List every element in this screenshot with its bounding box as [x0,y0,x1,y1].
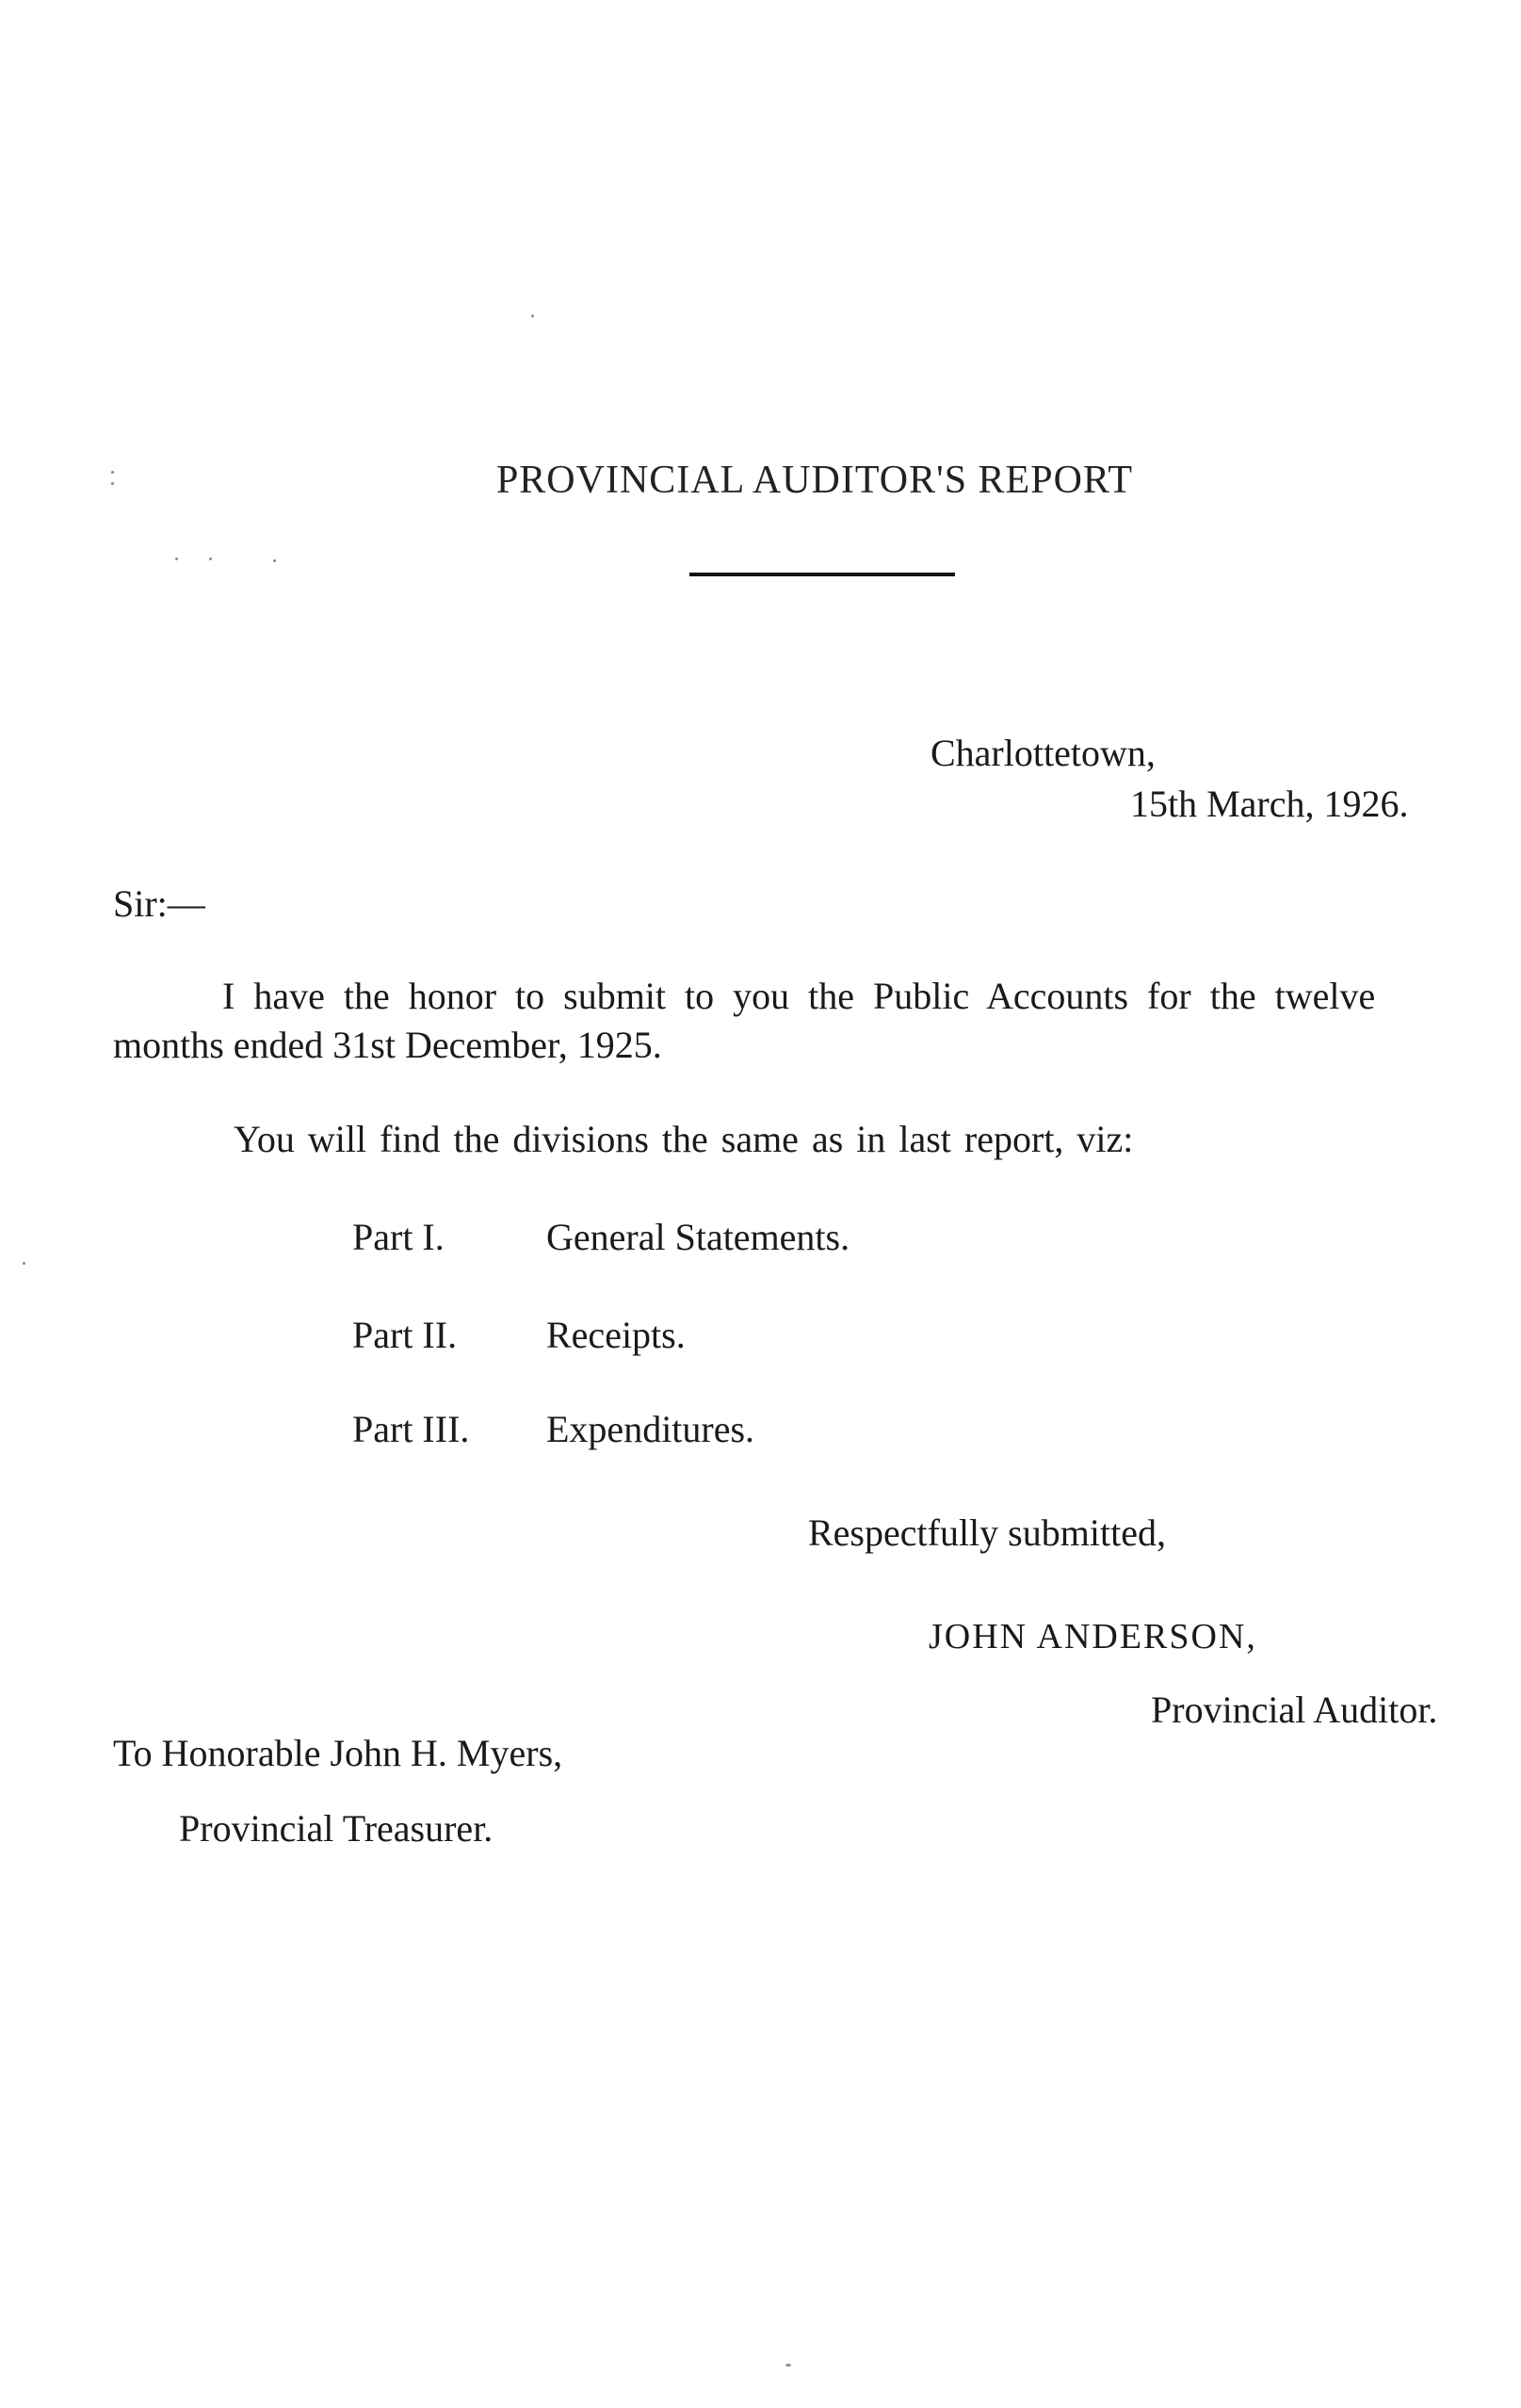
part-3-number: Part III. [352,1408,470,1450]
body-paragraph-1-line-1: I have the honor to submit to you the Public Accounts for the twelve [222,975,1376,1017]
part-1-name: General Statements. [546,1216,850,1258]
addressee-title: Provincial Treasurer. [179,1807,494,1850]
body-paragraph-2: You will find the divisions the same as in last report, viz: [234,1118,1134,1160]
scan-speck [23,1262,25,1265]
title-divider [689,573,955,576]
letter-place: Charlottetown, [930,732,1156,774]
signer-title: Provincial Auditor. [1151,1689,1438,1731]
part-2-name: Receipts. [546,1314,686,1356]
scan-speck [111,482,114,485]
scan-speck [785,2364,791,2367]
letter-date: 15th March, 1926. [1130,783,1409,825]
report-title: PROVINCIAL AUDITOR'S REPORT [495,459,1134,502]
closing-line: Respectfully submitted, [808,1511,1166,1554]
scan-speck [209,558,212,560]
salutation: Sir:— [113,882,205,925]
part-2-number: Part II. [352,1314,458,1356]
scan-speck [273,559,276,562]
scan-speck [175,558,178,560]
part-1-number: Part I. [352,1216,445,1258]
signer-name: JOHN ANDERSON, [929,1617,1257,1657]
part-3-name: Expenditures. [546,1408,755,1450]
scan-speck [531,315,534,317]
scan-speck [111,471,114,474]
addressee-name: To Honorable John H. Myers, [113,1732,563,1774]
body-paragraph-1-line-2: months ended 31st December, 1925. [113,1024,662,1066]
